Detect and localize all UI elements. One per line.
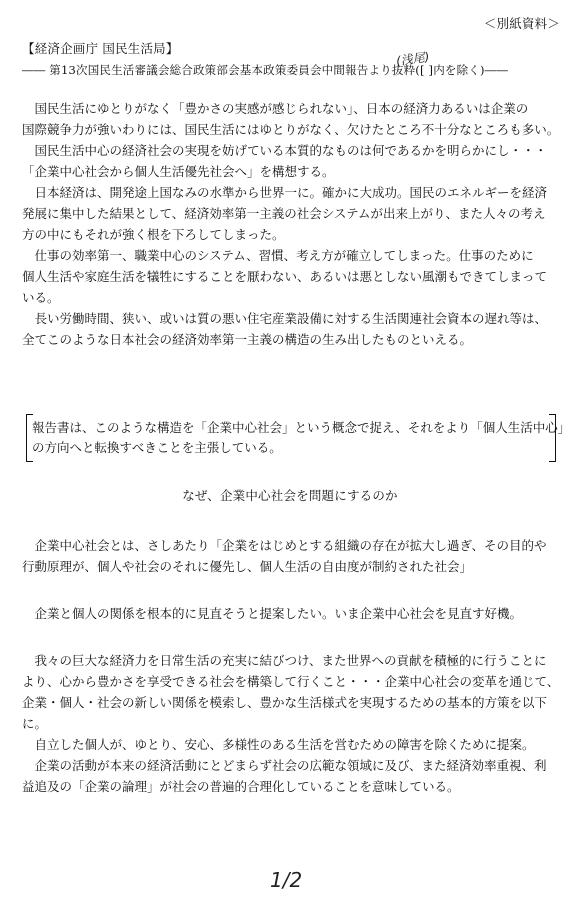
text-line: 企業・個人・社会の新しい関係を模索し、豊かな生活様式を実現するための基本的方策を以下: [22, 695, 548, 710]
text-line: の方向へと転換すべきことを主張している。: [32, 440, 282, 455]
text-line: 日本経済は、開発途上国なみの水準から世界一に。確かに大成功。国民のエネルギーを経済: [22, 185, 548, 200]
text-line: 報告書は、このような構造を「企業中心社会」という概念で捉え、それをより「個人生活中心」: [32, 420, 571, 435]
text-line: 国際競争力が強いわりには、国民生活にはゆとりがなく、欠けたところ不十分なところも多い。: [22, 122, 560, 137]
section-heading: なぜ、企業中心社会を問題にするのか: [182, 488, 398, 503]
text-line: 企業と個人の関係を根本的に見直そうと提案したい。いま企業中心社会を見直す好機。: [22, 606, 523, 621]
text-line: 自立した個人が、ゆとり、安心、多様性のある生活を営むための障害を除くために提案。: [22, 737, 535, 752]
definition-section: [22, 535, 562, 577]
agency-title: 【経済企画庁 国民生活局】: [22, 41, 179, 56]
summary-box: [26, 414, 571, 460]
page-number: 1/2: [270, 868, 303, 892]
text-line: 方の中にもそれが強く根を下ろしてしまった。: [22, 227, 285, 242]
text-line: 我々の巨大な経済力を日常生活の充実に結びつけ、また世界への貢献を積極的に行うことに: [22, 653, 547, 668]
text-line: 長い労働時間、狭い、或いは質の悪い住宅産業設備に対する生活関連社会資本の遅れ等は、: [22, 311, 548, 326]
text-line: 国民生活中心の経済社会の実現を妨げている本質的なものは何であるかを明らかにし・・・: [22, 143, 548, 158]
text-line: いる。: [22, 290, 60, 305]
handwritten-note: (浅尾): [395, 49, 431, 69]
text-line: 行動原理が、個人や社会のそれに優先し、個人生活の自由度が制約された社会」: [22, 559, 473, 574]
text-line: 企業の活動が本来の経済活動にとどまらず社会の広範な領域に及び、また経済効率重視、利: [22, 758, 547, 773]
text-line: 発展に集中した結果として、経済効率第一主義の社会システムが出来上がり、また人々の考え: [22, 206, 546, 221]
text-line: 企業中心社会とは、さしあたり「企業をはじめとする組織の存在が拡大し過ぎ、その目的や: [22, 538, 547, 553]
summary-text: [32, 418, 570, 458]
proposal-section: [22, 603, 562, 624]
text-line: に。: [22, 716, 48, 731]
text-line: 全てこのような日本社会の経済効率第一主義の構造の生み出したものといえる。: [22, 332, 473, 347]
text-line: 仕事の効率第一、職業中心のシステム、習慣、考え方が確立してしまった。仕事のために: [22, 248, 534, 263]
conclusion-section: [22, 650, 562, 797]
intro-section: [22, 98, 562, 350]
attachment-label: ＜別紙資料＞: [483, 16, 560, 31]
text-line: 個人生活や家庭生活を犠牲にすることを厭わない、あるいは悪としない風潮もできてしまって: [22, 269, 548, 284]
text-line: 国民生活にゆとりがなく「豊かさの実感が感じられない」、日本の経済力あるいは企業の: [22, 101, 529, 116]
text-line: より、心から豊かさを享受できる社会を構築して行くこと・・・企業中心社会の変革を通じて、: [22, 674, 560, 689]
text-line: 「企業中心社会から個人生活優先社会へ」を構想する。: [22, 164, 335, 179]
report-subtitle: ―― 第13次国民生活審議会総合政策部会基本政策委員会中間報告より抜粋([ ]内を除く)――: [22, 63, 509, 77]
text-line: 益追及の「企業の論理」が社会の普遍的合理化していることを意味している。: [22, 779, 460, 794]
